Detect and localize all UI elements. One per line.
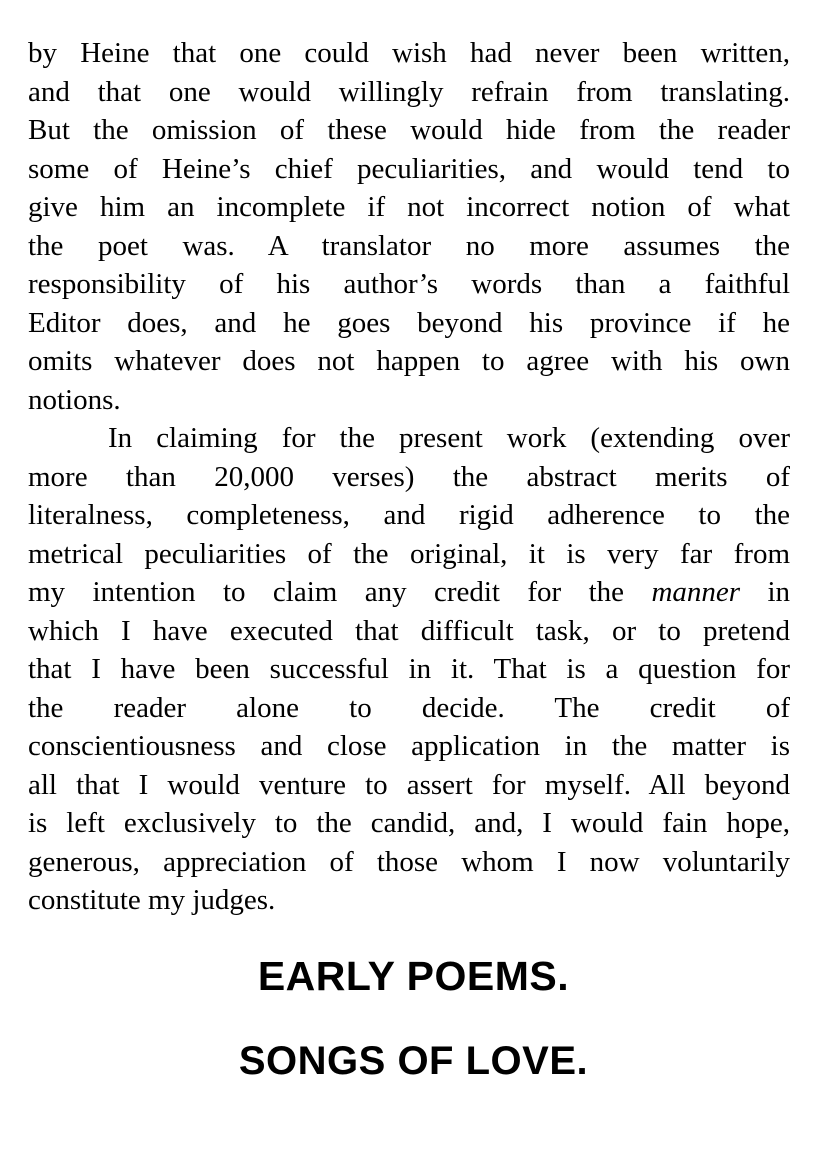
text-line: omits whatever does not happen to agree with his own xyxy=(28,345,790,377)
text-line: some of Heine’s chief peculiarities, and would tend to xyxy=(28,152,790,185)
text-line: give him an incomplete if not incorrect notion of what xyxy=(28,191,790,223)
text-line: notions. xyxy=(28,383,121,416)
preface-paragraph-continuation xyxy=(28,34,790,419)
text-line: Editor does, and he goes beyond his province if he xyxy=(28,306,790,339)
text-line: conscientiousness and close application in the matter is xyxy=(28,730,790,762)
text-line: that I have been successful in it. That is a question for xyxy=(28,653,790,685)
text-line: responsibility of his author’s words than a faithful xyxy=(28,268,790,300)
text-line: But the omission of these would hide from the reader xyxy=(28,114,790,146)
text-line: constitute my judges. xyxy=(28,884,276,916)
preface-paragraph-claims xyxy=(28,419,790,920)
text-line: all that I would venture to assert for myself. All beyond xyxy=(28,768,790,801)
text-line: literalness, completeness, and rigid adherence to the xyxy=(28,499,790,531)
preface-body-text xyxy=(28,34,790,920)
text-line: is left exclusively to the candid, and, I would fain hope, xyxy=(28,807,790,839)
text-line: more than 20,000 verses) the abstract merits of xyxy=(28,460,790,493)
text-line: the poet was. A translator no more assumes the xyxy=(28,229,790,262)
text-line: and that one would willingly refrain from translating. xyxy=(28,75,790,108)
text-line: which I have executed that difficult task, or to pretend xyxy=(28,614,790,647)
text-line: In claiming for the present work (extending over xyxy=(108,422,790,454)
text-line: my intention to claim any credit for the manner in xyxy=(28,576,790,608)
text-line: by Heine that one could wish had never been written, xyxy=(28,37,790,69)
subsection-heading-songs-of-love: SONGS OF LOVE. xyxy=(238,1039,589,1083)
text-line: generous, appreciation of those whom I now voluntarily xyxy=(28,845,790,878)
text-line: metrical peculiarities of the original, it is very far from xyxy=(28,537,790,570)
section-heading-early-poems: EARLY POEMS. xyxy=(257,953,570,999)
text-line: the reader alone to decide. The credit of xyxy=(28,691,790,724)
